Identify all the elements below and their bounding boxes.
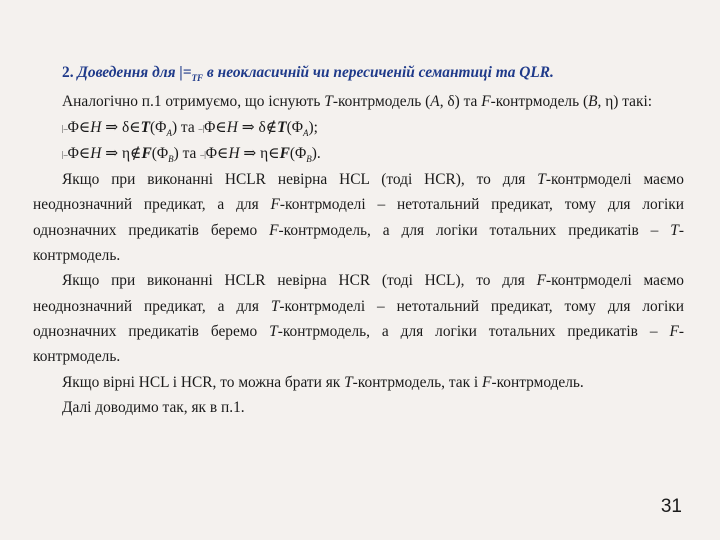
title-text-end: в неокласичній чи пересиченій семантиці та QLR.: [203, 64, 554, 81]
neg-turnstile-symbol: –|: [200, 149, 206, 159]
title-text: Доведення для |=: [77, 64, 192, 81]
slide-content: [33, 60, 684, 420]
title-subscript: TF: [191, 73, 204, 84]
intro-paragraph: Аналогічно п.1 отримуємо, що існують T-контрмодель (A, δ) та F-контрмодель (B, η) такі:: [62, 93, 652, 111]
section-title: [33, 60, 684, 85]
paragraph-conclusion: Далі доводимо так, як в п.1.: [62, 398, 245, 416]
turnstile-symbol: |–: [62, 123, 68, 133]
paragraph-hcl-case: Якщо при виконанні HCLR невірна HCR (тоді HCL), то для F-контрмоделі маємо неоднозначний предикат, а для T-контрмоделі – нетотальний предикат, тому для логіки однозначних предикатів беремо T-контрмодель, а для логіки тотальних предикатів – F-контрмодель.: [33, 272, 685, 366]
formula-line-1: |–Φ∈H ⇒ $\delta\in T(\Phi_A)$ та –|Φ∈H ⇒ $\delta\notin T(\Phi_A)$;: [62, 118, 318, 138]
formula-line-2: |–Φ∈H ⇒ $\eta\notin F(\Phi_B)$ та –|Φ∈H ⇒ $\eta\in F(\Phi_B)$.: [62, 144, 321, 164]
paragraph-both-case: Якщо вірні HCL і HCR, то можна брати як T-контрмодель, так і F-контрмодель.: [62, 373, 584, 391]
turnstile-symbol: |–: [62, 149, 68, 159]
paragraph-hcr-case: Якщо при виконанні HCLR невірна HCL (тоді HCR), то для T-контрмоделі маємо неоднозначний предикат, а для F-контрмоделі – нетотальний предикат, тому для логіки однозначних предикатів беремо F-контрмодель, а для логіки тотальних предикатів – T-контрмодель.: [33, 171, 684, 265]
page-number: 31: [660, 496, 682, 517]
neg-turnstile-symbol: –|: [198, 123, 205, 133]
section-number: 2.: [62, 64, 74, 81]
